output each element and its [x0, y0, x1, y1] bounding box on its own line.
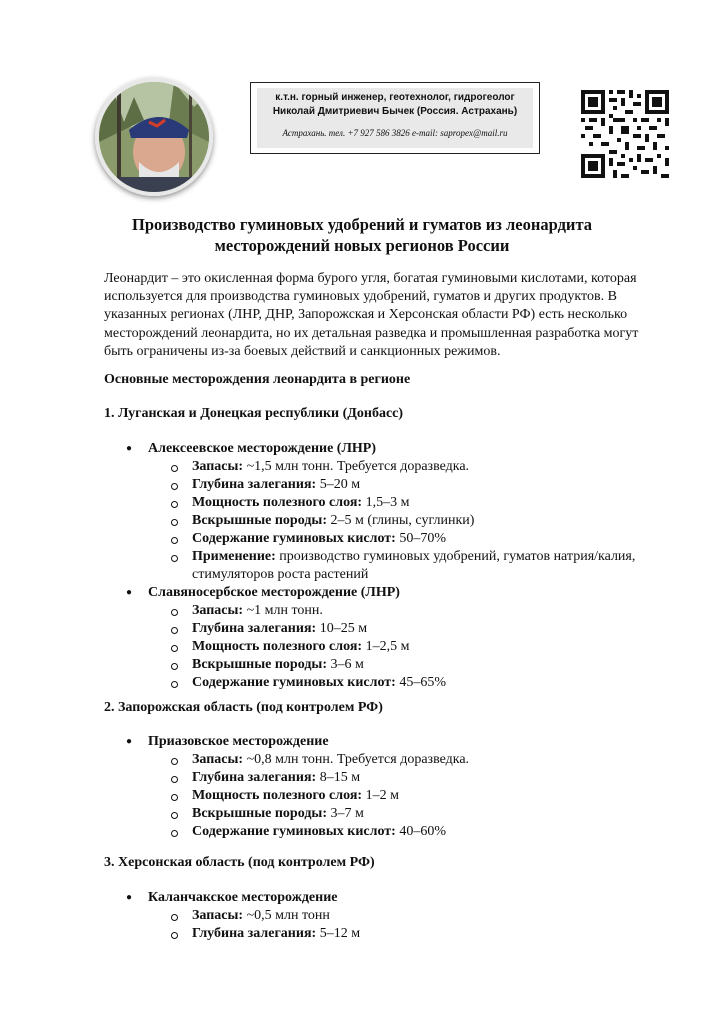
circle-bullet-icon [171, 663, 178, 670]
deposit-property: Мощность полезного слоя: 1,5–3 м [192, 495, 410, 510]
circle-bullet-icon [171, 483, 178, 490]
deposit-property: Запасы: ~1,5 млн тонн. Требуется доразведка. [192, 459, 470, 474]
circle-bullet-icon [171, 501, 178, 508]
deposit-property: Содержание гуминовых кислот: 45–65% [192, 675, 446, 690]
author-credentials: к.т.н. горный инженер, геотехнолог, гидрогеолог [275, 92, 515, 103]
bullet-icon: ● [126, 587, 133, 598]
document-title-line2: месторождений новых регионов России [214, 236, 510, 255]
main-heading: Основные месторождения леонардита в регионе [104, 372, 411, 387]
circle-bullet-icon [171, 537, 178, 544]
circle-bullet-icon [171, 465, 178, 472]
deposit-property: Глубина залегания: 5–12 м [192, 926, 361, 941]
section-heading: 3. Херсонская область (под контролем РФ) [104, 855, 375, 870]
circle-bullet-icon [171, 758, 178, 765]
deposit-property: Запасы: ~0,5 млн тонн [192, 908, 330, 923]
deposit-name: Каланчакское месторождение [148, 890, 338, 905]
deposit-property: Содержание гуминовых кислот: 40–60% [192, 824, 446, 839]
deposit-property: Мощность полезного слоя: 1–2 м [192, 788, 399, 803]
deposit-name: Алексеевское месторождение (ЛНР) [148, 441, 377, 456]
circle-bullet-icon [171, 932, 178, 939]
bullet-icon: ● [126, 892, 133, 903]
circle-bullet-icon [171, 914, 178, 921]
circle-bullet-icon [171, 645, 178, 652]
author-info-panel [257, 88, 533, 148]
author-info-box [250, 82, 540, 154]
circle-bullet-icon [171, 830, 178, 837]
deposit-property: Глубина залегания: 8–15 м [192, 770, 361, 785]
deposit-property-continuation: стимуляторов роста растений [192, 567, 369, 582]
deposit-name: Славяносербское месторождение (ЛНР) [148, 585, 400, 600]
deposit-property: Запасы: ~1 млн тонн. [192, 603, 323, 618]
deposit-property: Запасы: ~0,8 млн тонн. Требуется доразведка. [192, 752, 470, 767]
author-portrait-image [99, 82, 209, 192]
qr-code-image [579, 88, 671, 180]
deposit-property: Вскрышные породы: 3–7 м [192, 806, 364, 821]
deposit-property: Глубина залегания: 5–20 м [192, 477, 361, 492]
bullet-icon: ● [126, 736, 133, 747]
author-contacts: Астрахань. тел. +7 927 586 3826 e-mail: sapropex@mail.ru [282, 128, 508, 138]
circle-bullet-icon [171, 681, 178, 688]
section-heading: 1. Луганская и Донецкая республики (Донбасс) [104, 406, 404, 421]
circle-bullet-icon [171, 812, 178, 819]
deposit-property: Содержание гуминовых кислот: 50–70% [192, 531, 446, 546]
circle-bullet-icon [171, 627, 178, 634]
author-photo [95, 78, 213, 196]
author-name: Николай Дмитриевич Бычек (Россия. Астрахань) [272, 106, 518, 117]
bullet-icon: ● [126, 443, 133, 454]
circle-bullet-icon [171, 609, 178, 616]
deposit-property: Вскрышные породы: 2–5 м (глины, суглинки) [192, 513, 475, 528]
deposit-name: Приазовское месторождение [148, 734, 329, 749]
deposit-property: Мощность полезного слоя: 1–2,5 м [192, 639, 410, 654]
circle-bullet-icon [171, 519, 178, 526]
deposit-property: Применение: производство гуминовых удобрений, гуматов натрия/калия, [192, 549, 636, 564]
section-heading: 2. Запорожская область (под контролем РФ) [104, 700, 383, 715]
document-title [80, 214, 644, 256]
circle-bullet-icon [171, 776, 178, 783]
deposit-property: Глубина залегания: 10–25 м [192, 621, 368, 636]
intro-paragraph: Леонардит – это окисленная форма бурого угля, богатая гуминовыми кислотами, которая используется для производства гуминовых удобрений, гуматов и других продуктов. В указанных регионах (ЛНР, ДНР, Запорожская и Херсонская области РФ) есть несколько месторождений леонардита, но их детальная разведка и промышленная разработка могут быть ограничены из-за боевых действий и санкционных режимов. [104, 271, 639, 359]
circle-bullet-icon [171, 555, 178, 562]
document-title-line1: Производство гуминовых удобрений и гуматов из леонардита [132, 215, 592, 234]
circle-bullet-icon [171, 794, 178, 801]
deposit-property: Вскрышные породы: 3–6 м [192, 657, 364, 672]
